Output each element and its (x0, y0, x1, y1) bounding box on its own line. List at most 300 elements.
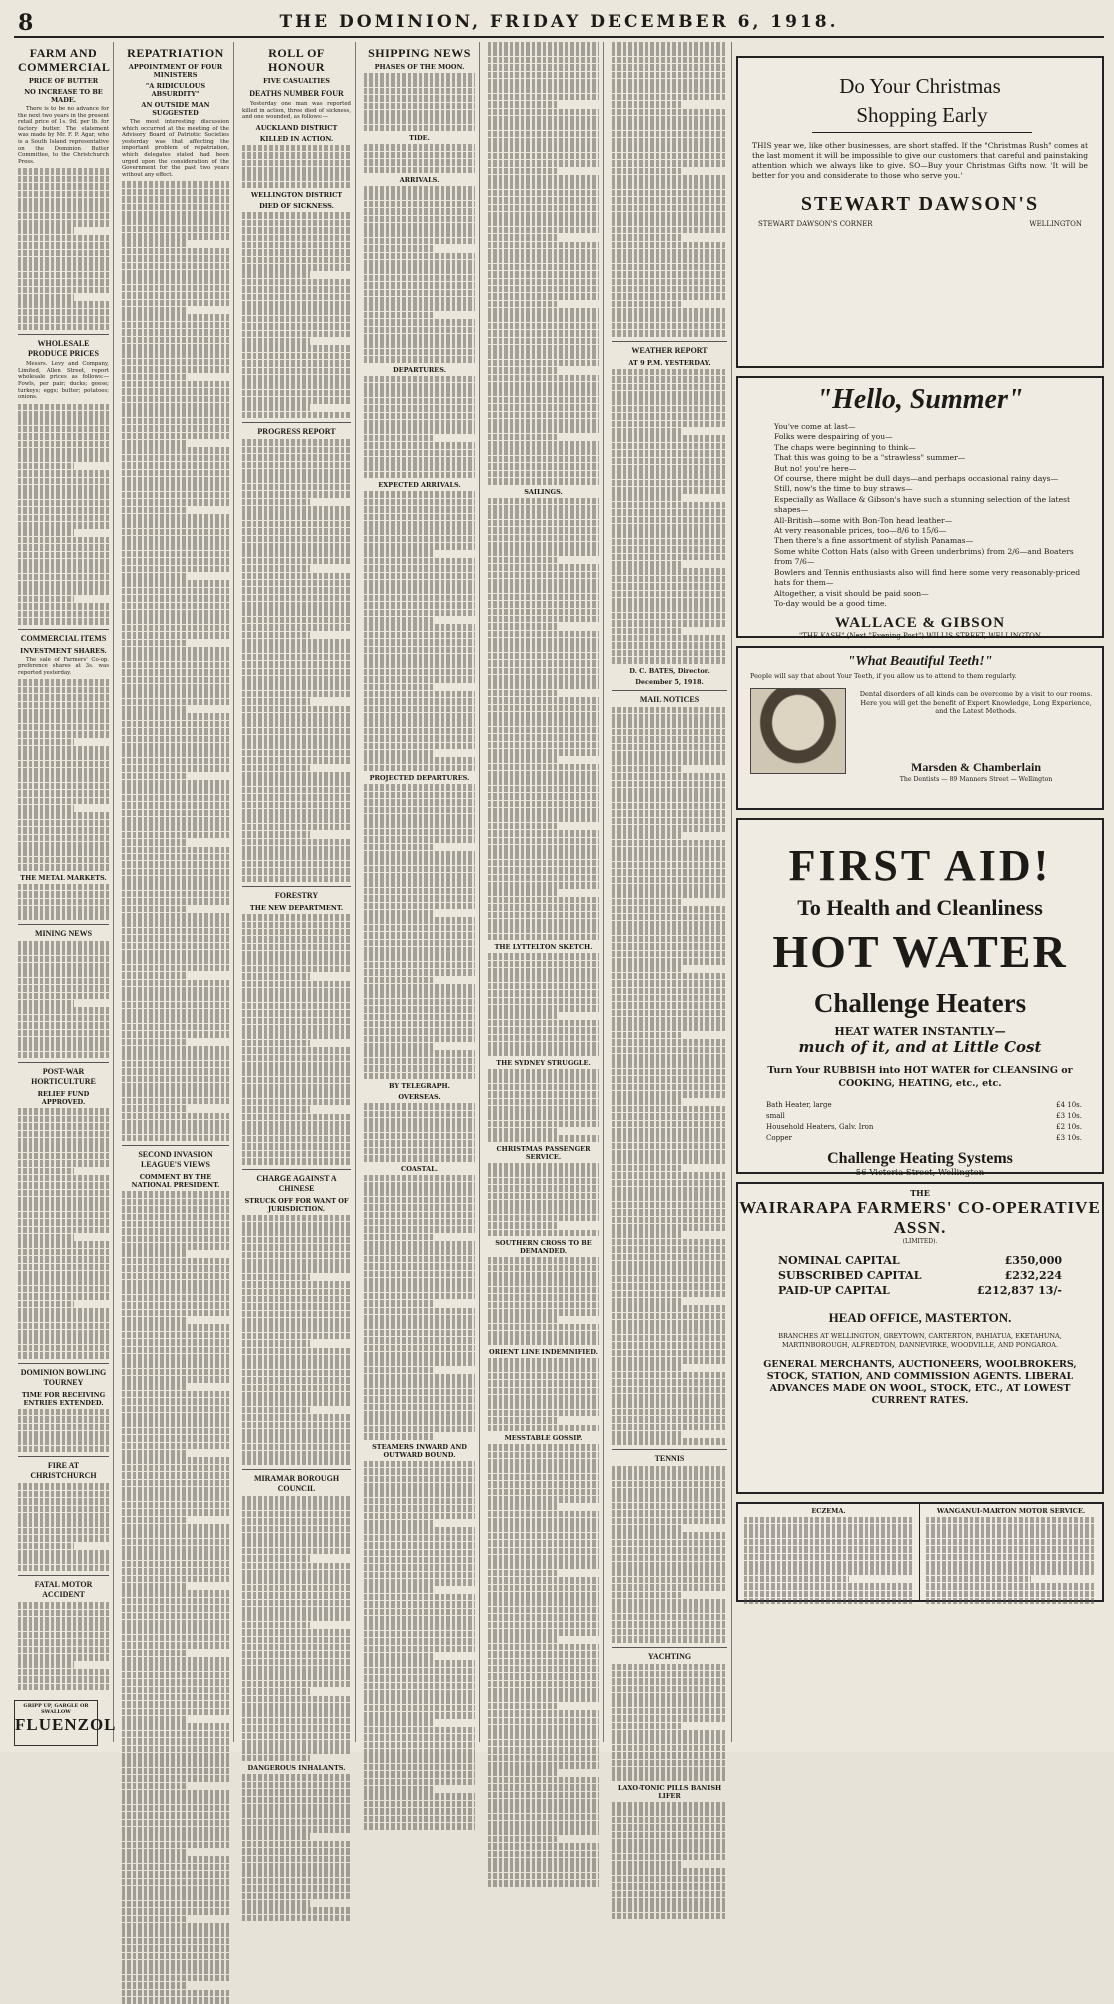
text-line (488, 1703, 557, 1710)
text-line (242, 1915, 351, 1922)
text-line (242, 513, 351, 520)
text-line (18, 820, 109, 827)
text-line (364, 676, 475, 683)
subheading: EXPECTED ARRIVALS. (378, 481, 461, 490)
text-line (364, 1396, 475, 1403)
text-line (612, 1577, 727, 1584)
text-line (612, 914, 727, 921)
text-line (122, 1953, 229, 1960)
ad-headline: HOT WATER (772, 926, 1068, 977)
text-line (488, 801, 599, 808)
text-line (488, 249, 599, 256)
text-line (612, 906, 727, 913)
text-line (364, 1734, 475, 1741)
text-line (488, 301, 557, 308)
text-line (612, 1135, 727, 1142)
text-line (122, 780, 229, 787)
text-line (18, 842, 109, 849)
text-line (18, 775, 109, 782)
text-line (364, 932, 475, 939)
text-line (488, 520, 599, 527)
fluenzol-advertisement (14, 1700, 117, 1746)
text-line (242, 1629, 351, 1636)
text-line (122, 1871, 229, 1878)
ad-body: THIS year we, like other businesses, are short staffed. If the "Christmas Rush" comes at the last moment it will be impossible to give our customers that careful and painstaking attention which we always like to give. SO—Buy your Christmas Gifts now. 'It will be better for you and considerate to those who serve you.' (752, 141, 1088, 180)
text-line (488, 697, 599, 704)
text-line (612, 781, 727, 788)
text-line (242, 1128, 351, 1135)
text-line (242, 404, 310, 411)
text-line (488, 1814, 599, 1821)
text-line (926, 1583, 1096, 1590)
text-line (488, 404, 599, 411)
text-line (364, 1527, 475, 1534)
text-line (242, 1774, 351, 1781)
text-line (364, 550, 433, 557)
subheading: AT 9 P.M. YESTERDAY. (628, 358, 711, 367)
text-line (242, 995, 351, 1002)
text-line (364, 866, 475, 873)
text-line (488, 1769, 557, 1776)
text-line (242, 944, 351, 951)
text-line (242, 249, 351, 256)
text-line (364, 1616, 475, 1623)
text-line (122, 1009, 229, 1016)
text-line (242, 1422, 351, 1429)
text-line (612, 598, 727, 605)
text-line (612, 1723, 683, 1730)
text-line (18, 1197, 109, 1204)
section-heading: FARM AND COMMERCIAL (18, 46, 111, 74)
text-line (242, 706, 351, 713)
text-line (122, 543, 229, 550)
text-line (122, 721, 229, 728)
text-line (18, 257, 109, 264)
text-line (242, 1333, 351, 1340)
text-line (122, 1517, 188, 1524)
text-line (18, 205, 109, 212)
text-line (18, 731, 109, 738)
text-line (364, 1742, 475, 1749)
text-line (612, 657, 727, 664)
text-line (488, 1215, 599, 1222)
column-shipping-continued (484, 42, 604, 1742)
text-line (242, 1503, 351, 1510)
text-line (18, 1271, 109, 1278)
text-line (488, 808, 599, 815)
text-line (488, 1614, 599, 1621)
text-line (612, 517, 727, 524)
text-line (612, 1113, 727, 1120)
text-line (612, 450, 727, 457)
text-line (488, 1410, 599, 1417)
text-line (242, 676, 351, 683)
text-line (242, 646, 351, 653)
text-line (364, 491, 475, 498)
text-line (612, 1172, 727, 1179)
text-line (488, 912, 599, 919)
text-line (364, 829, 475, 836)
text-line (242, 1370, 351, 1377)
text-line (242, 528, 351, 535)
text-line (488, 1755, 599, 1762)
text-line (488, 190, 599, 197)
text-line (18, 1015, 109, 1022)
text-line (612, 818, 727, 825)
capital-value: £350,000 (1004, 1254, 1062, 1267)
text-line (364, 1520, 433, 1527)
text-line (364, 1234, 433, 1241)
text-line (242, 1703, 351, 1710)
text-line (488, 352, 599, 359)
text-line (364, 888, 475, 895)
text-line (612, 729, 727, 736)
text-line (488, 1695, 599, 1702)
text-line (242, 1592, 351, 1599)
capital-row (778, 1268, 1062, 1283)
text-line (242, 750, 351, 757)
text-line (364, 1675, 475, 1682)
text-line (242, 1274, 310, 1281)
text-line (364, 238, 475, 245)
text-line (612, 1774, 727, 1781)
text-line (18, 1337, 109, 1344)
text-line (122, 285, 229, 292)
text-line (18, 941, 109, 948)
text-line (122, 1273, 229, 1280)
text-line (612, 1320, 727, 1327)
text-line (364, 1241, 475, 1248)
subheading: SECOND INVASION LEAGUE'S VIEWS (138, 1150, 213, 1170)
text-line (612, 1547, 727, 1554)
text-line (122, 292, 229, 299)
text-line (744, 1591, 913, 1598)
text-line (122, 758, 229, 765)
text-line (242, 713, 351, 720)
text-line (364, 1345, 475, 1352)
column-shipping-news (360, 42, 480, 1742)
text-line (18, 611, 109, 618)
text-line (488, 448, 599, 455)
text-line (612, 256, 727, 263)
text-line (488, 498, 599, 505)
text-line (364, 1175, 475, 1182)
text-line (744, 1561, 913, 1568)
text-line (242, 1010, 351, 1017)
text-line (364, 880, 475, 887)
text-line (612, 212, 727, 219)
text-line (122, 1923, 229, 1930)
ad-product-name: Challenge Heaters (813, 988, 1027, 1018)
text-line (18, 1323, 109, 1330)
text-line (612, 561, 683, 568)
text-line (488, 1069, 599, 1076)
text-block (488, 953, 599, 1056)
text-block (612, 42, 727, 337)
text-line (612, 443, 727, 450)
text-line (488, 1592, 599, 1599)
text-line (242, 375, 351, 382)
text-line (364, 376, 475, 383)
text-line (364, 1697, 475, 1704)
text-line (364, 88, 475, 95)
text-line (18, 864, 109, 871)
text-line (612, 576, 727, 583)
text-line (612, 965, 683, 972)
text-line (122, 1687, 229, 1694)
text-line (122, 1228, 229, 1235)
text-line (122, 359, 229, 366)
text-line (612, 1231, 683, 1238)
wairarapa-farmers-ad (736, 1182, 1104, 1494)
text-line (364, 947, 475, 954)
text-line (242, 412, 351, 419)
text-line (242, 454, 351, 461)
text-line (488, 434, 557, 441)
text-line (18, 1684, 109, 1691)
text-line (364, 103, 475, 110)
text-line (364, 193, 475, 200)
text-line (488, 1121, 599, 1128)
text-line (488, 1747, 599, 1754)
text-line (364, 464, 475, 471)
text-line (364, 275, 475, 282)
text-line (242, 929, 351, 936)
text-line (122, 610, 229, 617)
text-line (122, 1214, 229, 1221)
text-line (18, 1647, 109, 1654)
text-line (18, 242, 109, 249)
text-line (242, 1659, 351, 1666)
text-line (612, 1621, 727, 1628)
text-line (488, 653, 599, 660)
text-line (612, 1905, 727, 1912)
text-line (612, 973, 727, 980)
text-line (242, 816, 351, 823)
text-line (364, 405, 475, 412)
text-line (364, 1103, 475, 1110)
text-line (364, 125, 475, 132)
price-item: small (766, 1112, 785, 1120)
text-line (122, 1206, 229, 1213)
text-line (122, 1568, 229, 1575)
text-line (364, 1418, 475, 1425)
text-line (242, 1833, 310, 1840)
text-line (612, 1276, 727, 1283)
ad-tagline: much of it, and at Little Cost (798, 1038, 1042, 1056)
text-line (488, 1222, 557, 1229)
text-line (488, 1710, 599, 1717)
text-line (242, 861, 351, 868)
column-weather-mail (608, 42, 732, 1800)
text-line (122, 728, 229, 735)
text-line (612, 293, 727, 300)
text-line (612, 1686, 727, 1693)
text-line (612, 1010, 727, 1017)
text-line (488, 1718, 599, 1725)
text-line (612, 744, 727, 751)
text-line (122, 1768, 229, 1775)
text-line (364, 1801, 475, 1808)
text-line (488, 512, 599, 519)
text-line (18, 426, 109, 433)
text-line (488, 116, 599, 123)
text-line (242, 661, 351, 668)
text-line (612, 64, 727, 71)
verse-line: To-day would be a good time. (774, 598, 887, 608)
ad-body: GENERAL MERCHANTS, AUCTIONEERS, WOOLBROKERS, STOCK, STATION, AND COMMISSION AGENTS. LIBERAL ADVANCES MADE ON WOOL, STOCK, ETC., AT LOWEST CURRENT RATES. (763, 1359, 1077, 1406)
text-line (612, 1846, 727, 1853)
text-line (364, 1535, 475, 1542)
page-number: 8 (18, 10, 34, 36)
text-line (488, 160, 599, 167)
text-line (242, 787, 351, 794)
text-line (18, 529, 74, 536)
text-line (364, 1609, 475, 1616)
text-line (612, 487, 727, 494)
price-row (766, 1133, 1082, 1144)
text-line (488, 315, 599, 322)
text-line (612, 1503, 727, 1510)
text-line (122, 536, 229, 543)
text-line (612, 286, 727, 293)
text-line (612, 1584, 727, 1591)
text-line (612, 1364, 683, 1371)
text-line (612, 1061, 727, 1068)
text-line (612, 1730, 727, 1737)
text-line (18, 963, 109, 970)
text-line (364, 1058, 475, 1065)
text-line (364, 506, 475, 513)
text-line (488, 719, 599, 726)
text-line (18, 702, 109, 709)
text-line (242, 484, 351, 491)
text-line (122, 1031, 229, 1038)
text-line (612, 1424, 727, 1431)
subheading: FIRE AT CHRISTCHURCH (30, 1461, 97, 1481)
text-line (488, 682, 599, 689)
text-line (122, 1376, 229, 1383)
text-line (364, 528, 475, 535)
text-line (926, 1524, 1096, 1531)
text-line (242, 1740, 351, 1747)
text-line (18, 1491, 109, 1498)
text-line (122, 1613, 229, 1620)
text-line (122, 810, 229, 817)
text-line (364, 610, 475, 617)
text-line (364, 1256, 475, 1263)
motor-service-ad (920, 1504, 1102, 1600)
text-line (242, 1696, 351, 1703)
text-line (488, 242, 599, 249)
text-line (612, 877, 727, 884)
text-line (364, 420, 475, 427)
text-line (242, 1237, 351, 1244)
text-line (242, 1429, 351, 1436)
text-block (488, 1444, 599, 1887)
text-line (612, 1518, 727, 1525)
text-line (122, 1849, 188, 1856)
text-block (242, 439, 351, 882)
subheading: THE SYDNEY STRUGGLE. (496, 1058, 591, 1067)
text-line (122, 1413, 229, 1420)
text-line (122, 1465, 229, 1472)
text-line (122, 1820, 229, 1827)
text-line (18, 1431, 109, 1438)
text-line (612, 1313, 727, 1320)
text-block (612, 1802, 727, 1919)
text-line (18, 574, 109, 581)
text-line (612, 42, 727, 49)
text-line (488, 1444, 599, 1451)
text-line (488, 330, 599, 337)
text-line (18, 198, 109, 205)
text-line (242, 1318, 351, 1325)
text-line (242, 779, 351, 786)
text-line (364, 398, 475, 405)
text-line (612, 435, 727, 442)
text-line (488, 1178, 599, 1185)
text-line (612, 49, 727, 56)
text-line (242, 1040, 310, 1047)
text-line (18, 1044, 109, 1051)
text-line (488, 1230, 599, 1237)
text-line (122, 1775, 229, 1782)
text-line (612, 1891, 727, 1898)
text-line (364, 639, 475, 646)
text-line (612, 539, 727, 546)
text-line (242, 1296, 351, 1303)
text-line (242, 491, 351, 498)
text-line (488, 42, 599, 49)
text-line (488, 1777, 599, 1784)
subheading: TENNIS (654, 1453, 685, 1463)
wallace-gibson-ad (736, 376, 1104, 641)
verse-line: You've come at last— (774, 422, 856, 431)
text-line (242, 212, 351, 219)
text-line (122, 1135, 229, 1142)
text-line (612, 1569, 727, 1576)
text-line (612, 1261, 727, 1268)
text-line (364, 1182, 475, 1189)
text-line (242, 1688, 310, 1695)
text-line (488, 1049, 599, 1056)
text-line (488, 845, 599, 852)
text-line (18, 1416, 109, 1423)
verse-line: Altogether, a visit should be paid soon— (774, 588, 929, 598)
text-line (122, 1354, 229, 1361)
text-line (122, 396, 229, 403)
text-line (488, 742, 599, 749)
text-line (488, 1076, 599, 1083)
text-line (488, 382, 599, 389)
text-line (18, 1022, 109, 1029)
text-line (488, 1762, 599, 1769)
column-farm-commercial (14, 42, 117, 1742)
text-line (612, 1017, 727, 1024)
text-line (612, 1839, 727, 1846)
text-line (612, 884, 727, 891)
text-block (18, 941, 109, 1058)
text-block (364, 1461, 475, 1830)
text-line (122, 617, 229, 624)
text-line (122, 987, 229, 994)
article-text: There is to be no advance for the next two years in the present retail price of 1s. 9d. per lb. for factory butter. The statement was made by Mr. F. P. Agar, who is a South Island representative on the Dominion Butter Committee, to the Christchurch Press. (18, 106, 109, 165)
text-line (612, 123, 727, 130)
text-line (612, 1532, 727, 1539)
text-line (612, 1298, 683, 1305)
text-line (242, 981, 351, 988)
